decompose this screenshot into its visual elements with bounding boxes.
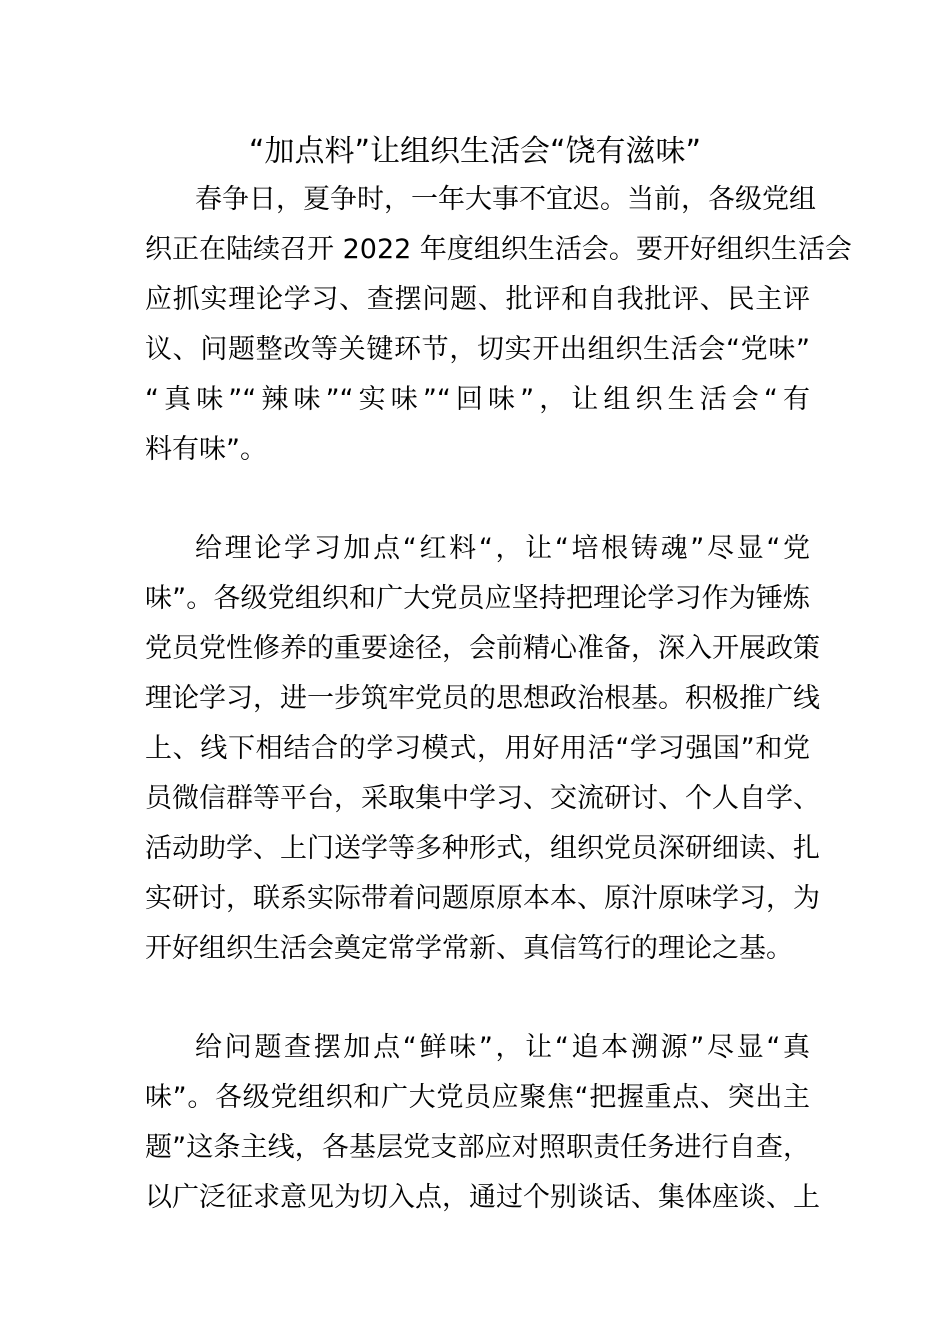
paragraph-line: 实研讨，联系实际带着问题原原本本、原汁原味学习，为 (145, 883, 820, 914)
paragraph-line: 上、线下相结合的学习模式，用好用活“学习强国”和党 (145, 733, 810, 764)
paragraph-line: 理论学习，进一步筑牢党员的思想政治根基。积极推广线 (145, 683, 820, 714)
paragraph-line: 味”。各级党组织和广大党员应坚持把理论学习作为锤炼 (145, 583, 810, 614)
paragraph-line: 给问题查摆加点“鲜味”，让“追本溯源”尽显“真 (195, 1032, 810, 1063)
paragraph-line: 党员党性修养的重要途径，会前精心准备，深入开展政策 (145, 633, 820, 664)
paragraph-problem-finding (145, 1023, 820, 1223)
paragraph-line: “真味”“辣味”“实味”“回味”，让组织生活会“有 (145, 384, 810, 415)
paragraph-line: 给理论学习加点“红料“，让“培根铸魂”尽显“党 (195, 533, 810, 564)
paragraph-theory-study (145, 524, 820, 974)
paragraph-line: 员微信群等平台，采取集中学习、交流研讨、个人自学、 (145, 783, 820, 814)
paragraph-line: 织正在陆续召开 2022 年度组织生活会。要开好组织生活会 (145, 234, 852, 265)
paragraph-line: 以广泛征求意见为切入点，通过个别谈话、集体座谈、上 (145, 1182, 820, 1213)
paragraph-line: 活动助学、上门送学等多种形式，组织党员深研细读、扎 (145, 833, 820, 864)
paragraph-line: 议、问题整改等关键环节，切实开出组织生活会“党味” (145, 334, 810, 365)
paragraph-line: 应抓实理论学习、查摆问题、批评和自我批评、民主评 (145, 284, 810, 315)
paragraph-intro (145, 175, 852, 475)
paragraph-line: 春争日，夏争时，一年大事不宜迟。当前，各级党组 (195, 184, 816, 215)
paragraph-line: 开好组织生活会奠定常学常新、真信笃行的理论之基。 (145, 933, 793, 964)
document-title: “加点料”让组织生活会“饶有滋味” (248, 134, 702, 169)
paragraph-line: 料有味”。 (145, 434, 267, 465)
paragraph-line: 题”这条主线，各基层党支部应对照职责任务进行自查， (145, 1132, 810, 1163)
paragraph-line: 味”。各级党组织和广大党员应聚焦“把握重点、突出主 (145, 1082, 810, 1113)
